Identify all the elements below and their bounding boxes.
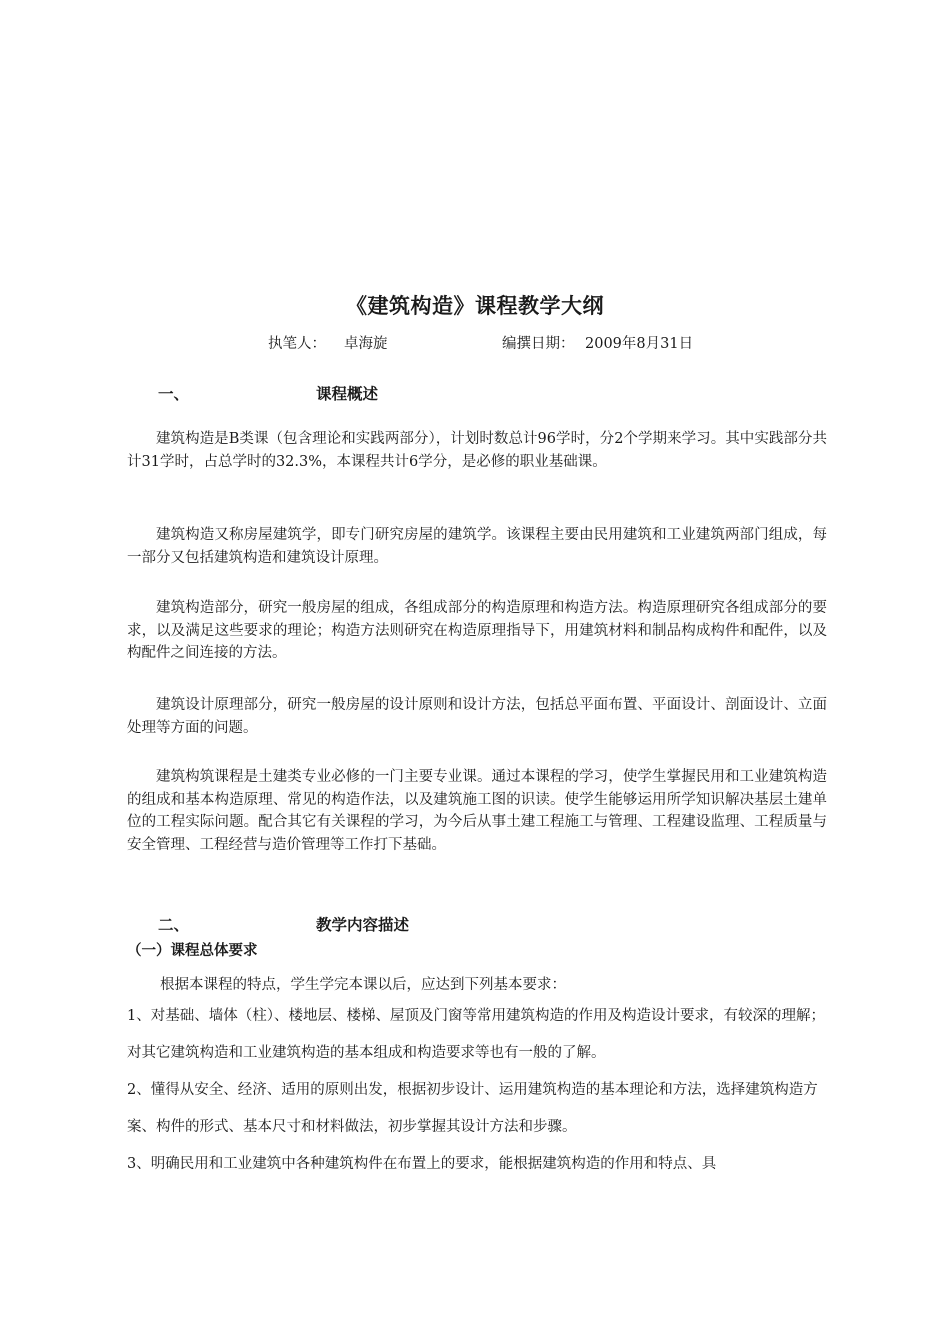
paragraph: 建筑构筑课程是土建类专业必修的一门主要专业课。通过本课程的学习，使学生掌握民用和工业建筑构造的组成和基本构造原理、常见的构造作法，以及建筑施工图的识读。使学生能够运用所学知识解决基层土建单位的工程实际问题。配合其它有关课程的学习，为今后从事土建工程施工与管理、工程建设监理、工程质量与安全管理、工程经营与造价管理等工作打下基础。	[127, 769, 827, 853]
section-number: 二、	[158, 916, 190, 934]
section-title: 教学内容描述	[316, 916, 410, 934]
requirement-item: 1、对基础、墙体（柱）、楼地层、楼梯、屋顶及门窗等常用建筑构造的作用及构造设计要求，有较深的理解；对其它建筑构造和工业建筑构造的基本组成和构造要求等也有一般的了解。	[127, 1008, 825, 1061]
author-name: 卓海旋	[344, 336, 388, 352]
section-number: 一、	[158, 385, 190, 403]
paragraph: 建筑设计原理部分，研究一般房屋的设计原则和设计方法，包括总平面布置、平面设计、剖面设计、立面处理等方面的问题。	[127, 697, 827, 736]
intro-text: 根据本课程的特点，学生学完本课以后，应达到下列基本要求：	[160, 977, 566, 993]
section-title: 课程概述	[316, 385, 379, 403]
date-value: 2009年8月31日	[585, 336, 694, 352]
requirement-item: 2、懂得从安全、经济、适用的原则出发，根据初步设计、运用建筑构造的基本理论和方法，选择建筑构造方案、构件的形式、基本尺寸和材料做法，初步掌握其设计方法和步骤。	[127, 1082, 818, 1135]
paragraph: 建筑构造是B类课（包含理论和实践两部分），计划时数总计96学时，分2个学期来学习。其中实践部分共计31学时，占总学时的32.3%，本课程共计6学分，是必修的职业基础课。	[127, 431, 827, 470]
paragraph: 建筑构造部分，研究一般房屋的组成，各组成部分的构造原理和构造方法。构造原理研究各组成部分的要求，以及满足这些要求的理论；构造方法则研究在构造原理指导下，用建筑材料和制品构成构件和配件，以及构配件之间连接的方法。	[127, 600, 827, 661]
author-label: 执笔人：	[268, 336, 326, 352]
document-title: 《建筑构造》课程教学大纲	[346, 294, 604, 318]
requirement-item: 3、明确民用和工业建筑中各种建筑构件在布置上的要求，能根据建筑构造的作用和特点、具	[127, 1156, 717, 1172]
subsection-heading: （一）课程总体要求	[127, 943, 258, 959]
date-label: 编撰日期：	[502, 336, 575, 352]
paragraph: 建筑构造又称房屋建筑学，即专门研究房屋的建筑学。该课程主要由民用建筑和工业建筑两部门组成，每一部分又包括建筑构造和建筑设计原理。	[127, 527, 827, 566]
